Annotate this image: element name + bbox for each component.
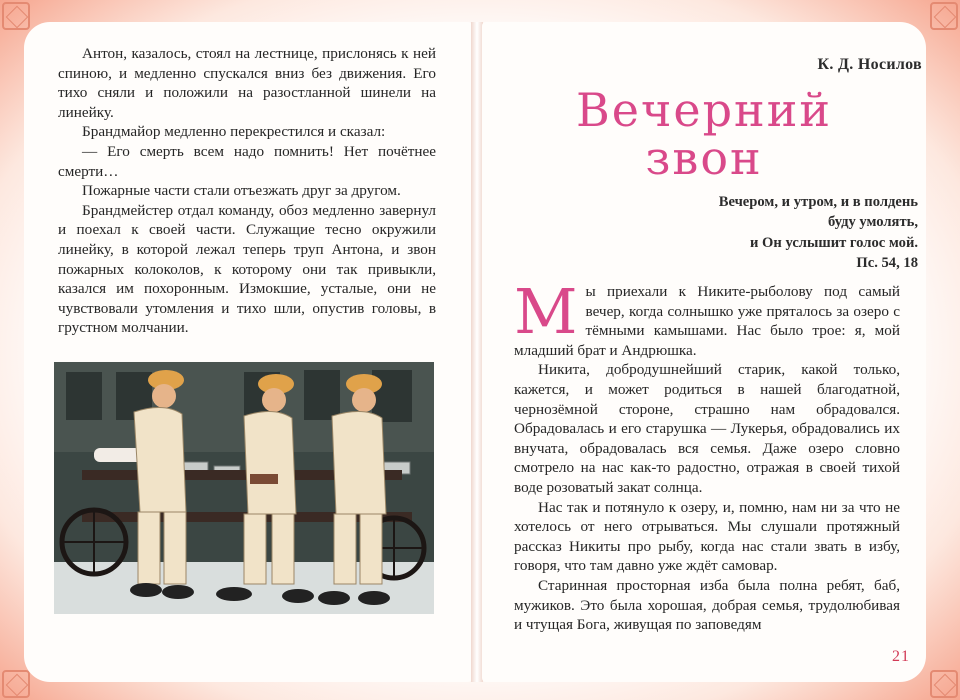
author-name: К. Д. Носилов — [817, 56, 922, 73]
paragraph: Брандмайор медленно перекрестился и сказал: — [82, 123, 386, 141]
paragraph: Брандмейстер отдал команду, обоз медленно завернул и поехал к своей части. Служащие тесно окружили линейку, в которой лежал теперь труп Антона, и звон пожарных колоколов, к которому они так привыкли, казался им похоронным. Измокшие, усталые, они не чувствовали утомления и тихо шли, опустив головы, в грустном молчании. — [58, 201, 436, 337]
firemen-illustration-svg — [54, 362, 434, 614]
paragraph: Нас так и потянуло к озеру, и, помню, нам ни за что не хотелось от него отрываться. Мы слушали протяжный рассказ Никиты про рыбу, когда нас стали звать в избу, говоря, что там давно уже ждёт самовар. — [514, 498, 900, 575]
paragraph: — Его смерть всем надо помнить! Нет почётнее смерти… — [58, 142, 436, 180]
epigraph-citation: Пс. 54, 18 — [856, 255, 918, 272]
corner-ornament — [2, 2, 30, 30]
story-title-line2: звон — [645, 131, 763, 185]
drop-cap: М — [514, 275, 578, 348]
paragraph: Антон, казалось, стоял на лестнице, прислонясь к ней спиною, и медленно спускался вниз без движения. Его тихо сняли и положили на разостланной шинели на линейку. — [58, 45, 436, 121]
epigraph-line: Вечером, и утром, и в полдень — [718, 194, 918, 210]
corner-ornament — [930, 670, 958, 698]
epigraph-line: и Он услышит голос мой. — [750, 234, 918, 251]
paragraph: Никита, добродушнейший старик, какой только, кажется, и может родиться в нашей благодатной, чернозёмной стороне, страшно нам обрадовался. Обрадовалась и его старушка — Лукерья, обрадовались их внучата, обрадовалась вся семья. Даже озеро словно смотрело на нас как-то радостно, отражая в своей тихой воде розоватый закат солнца. — [514, 361, 900, 496]
page-number: 21 — [892, 648, 910, 665]
right-page-text — [514, 275, 900, 635]
firemen-illustration — [54, 362, 434, 614]
epigraph-line: буду умолять, — [827, 214, 918, 231]
paragraph: ы приехали к Никите-рыболову под самый вечер, когда солнышко уже пряталось за озеро с тёмными камышами. Нас было трое: я, мой младший брат и Андрюшка. — [514, 283, 900, 359]
corner-ornament — [2, 670, 30, 698]
paragraph: Старинная просторная изба была полна ребят, баб, мужиков. Это была хорошая, добрая семья, трудолюбивая и чтущая Бога, живущая по заповедям — [514, 576, 900, 634]
left-page-text — [58, 44, 436, 338]
epigraph — [719, 192, 918, 274]
corner-ornament — [930, 2, 958, 30]
paragraph: Пожарные части стали отъезжать друг за другом. — [82, 182, 401, 200]
story-title-line1: Вечерний — [575, 83, 833, 137]
